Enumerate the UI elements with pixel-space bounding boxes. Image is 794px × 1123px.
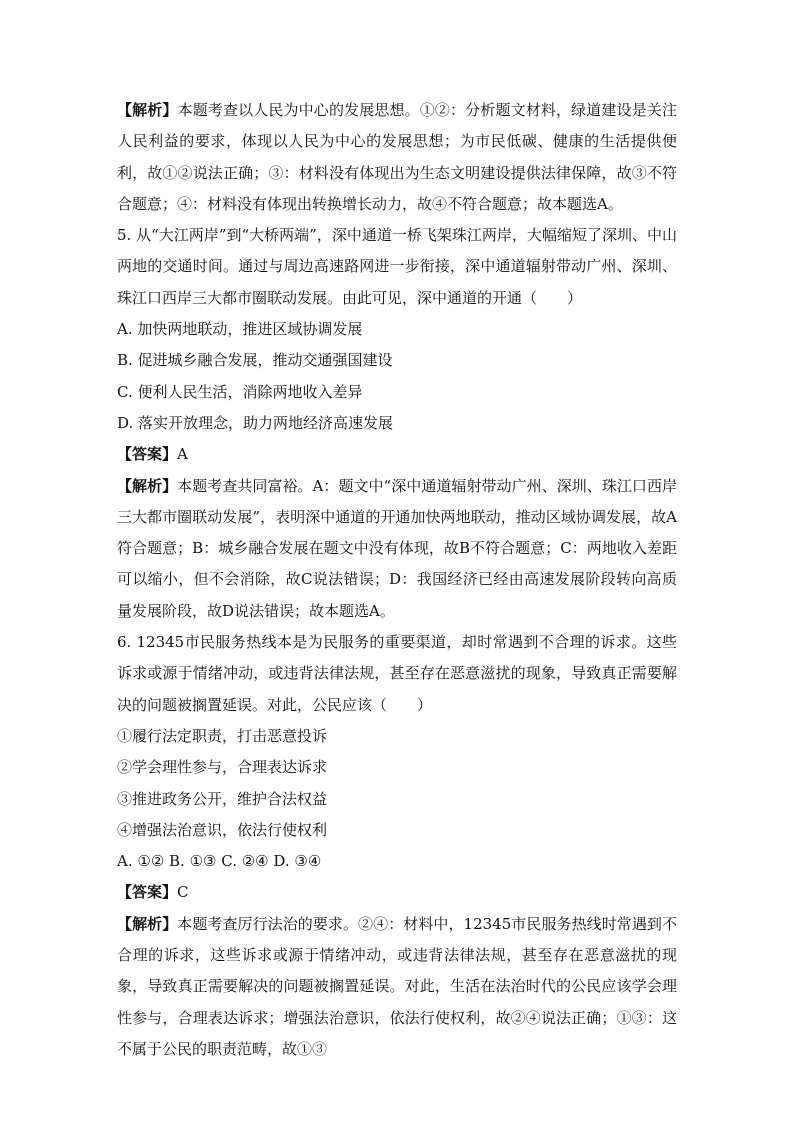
question-6-analysis xyxy=(117,909,677,1065)
question-6-choices: A. ①② B. ①③ C. ②④ D. ③④ xyxy=(117,852,322,871)
answer-tag: 【答案】 xyxy=(117,445,178,464)
question-6-item-1: ①履行法定职责，打击恶意投诉 xyxy=(117,726,328,745)
answer-tag: 【答案】 xyxy=(117,883,178,902)
question-5-analysis xyxy=(117,471,677,627)
question-5-stem: 5. 从“大江两岸”到“大桥两端”，深中通道一桥飞架珠江两岸，大幅缩短了深圳、中山两地的交通时间。通过与周边高速路网进一步衔接，深中通道辐射带动广州、深圳、珠江口西岸三大都市圈联动发展。由此可见，深中通道的开通（ ） xyxy=(117,226,677,307)
analysis-tag: 【解析】 xyxy=(117,101,178,119)
question-6-stem: 6. 12345市民服务热线本是为民服务的重要渠道，却时常遇到不合理的诉求。这些诉求或源于情绪冲动，或违背法律法规，甚至存在恶意滋扰的现象，导致真正需要解决的问题被搁置延误。对此，公民应该（ ） xyxy=(117,633,677,714)
question-6-item-3: ③推进政务公开，维护合法权益 xyxy=(117,789,328,808)
question-6-item-2: ②学会理性参与，合理表达诉求 xyxy=(117,758,328,777)
document-page xyxy=(117,95,677,1065)
answer-value: C xyxy=(177,883,189,902)
analysis-tag: 【解析】 xyxy=(117,914,178,933)
analysis-text: 本题考查以人民为中心的发展思想。①②：分析题文材料，绿道建设是关注人民利益的要求，体现以人民为中心的发展思想；为市民低碳、健康的生活提供便利，故①②说法正确；③：材料没有体现出为生态文明建设提供法律保障，故③不符合题意；④：材料没有体现出转换增长动力，故④不符合题意；故本题选A。 xyxy=(117,101,677,213)
question-6-answer xyxy=(117,877,677,908)
analysis-q4 xyxy=(117,95,677,220)
analysis-tag: 【解析】 xyxy=(117,476,178,495)
question-5-option-a: A. 加快两地联动，推进区域协调发展 xyxy=(117,320,363,339)
question-5-option-c: C. 便利人民生活，消除两地收入差异 xyxy=(117,382,363,401)
answer-value: A xyxy=(177,445,188,464)
analysis-text: 本题考查共同富裕。A：题文中“深中通道辐射带动广州、深圳、珠江口西岸三大都市圈联动发展”，表明深中通道的开通加快两地联动，推动区域协调发展，故A符合题意；B：城乡融合发展在题文中没有体现，故B不符合题意；C：两地收入差距可以缩小，但不会消除，故C说法错误；D：我国经济已经由高速发展阶段转向高质量发展阶段，故D说法错误；故本题选A。 xyxy=(117,476,677,620)
question-5-option-d: D. 落实开放理念，助力两地经济高速发展 xyxy=(117,413,394,432)
question-5-answer xyxy=(117,439,677,470)
analysis-text: 本题考查厉行法治的要求。②④：材料中，12345市民服务热线时常遇到不合理的诉求，这些诉求或源于情绪冲动，或违背法律法规，甚至存在恶意滋扰的现象，导致真正需要解决的问题被搁置延误。对此，生活在法治时代的公民应该学会理性参与，合理表达诉求；增强法治意识，依法行使权利，故②④说法正确；①③：这不属于公民的职责范畴，故①③ xyxy=(117,914,677,1058)
question-5-option-b: B. 促进城乡融合发展，推动交通强国建设 xyxy=(117,351,393,370)
question-6-item-4: ④增强法治意识，依法行使权利 xyxy=(117,820,328,839)
